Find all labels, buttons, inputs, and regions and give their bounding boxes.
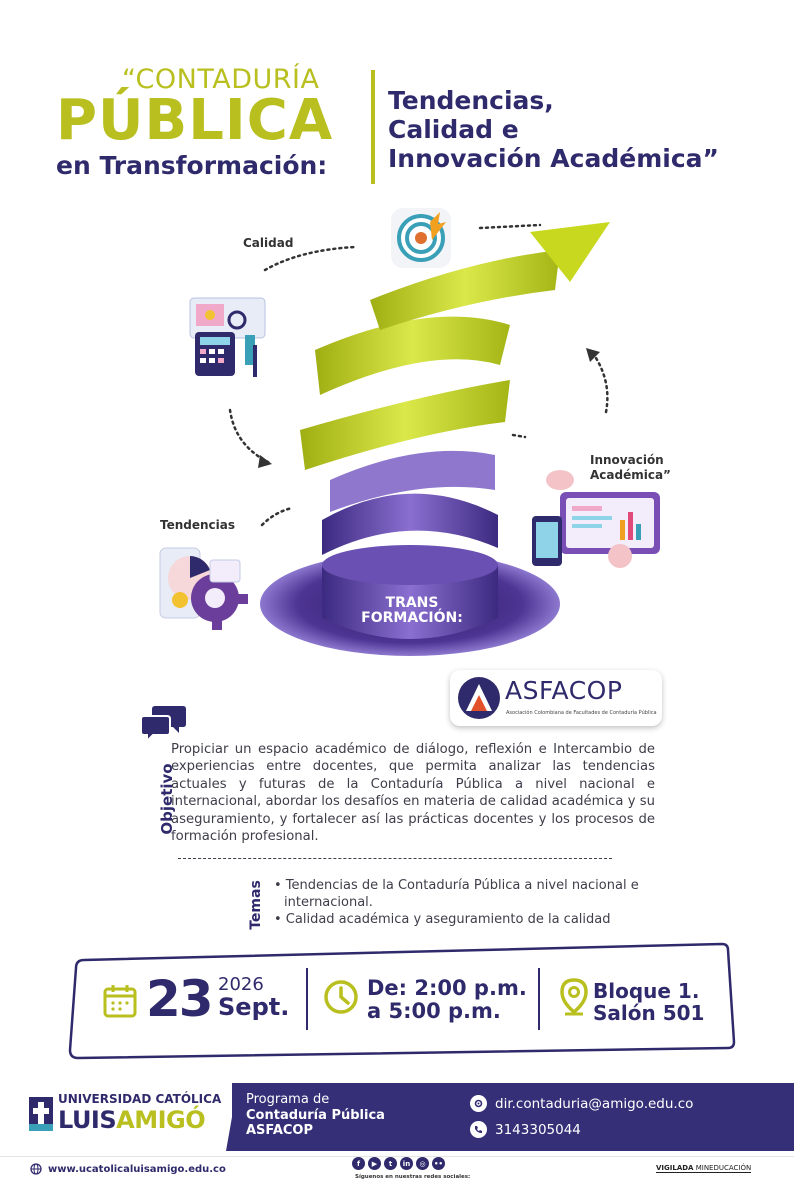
linkedin-icon[interactable]: in <box>400 1157 413 1170</box>
asfacop-logo-badge <box>450 670 662 726</box>
social-icons <box>352 1157 445 1170</box>
temas-label: Temas <box>248 880 264 930</box>
university-name-top: UNIVERSIDAD CATÓLICA <box>58 1092 222 1106</box>
university-name-luis: LUIS <box>58 1106 117 1134</box>
email-icon <box>470 1095 487 1112</box>
objetivo-label: Objetivo <box>158 763 176 835</box>
label-innovacion: Innovación Académica” <box>590 453 671 482</box>
title-line-3: en Transformación: <box>56 151 328 180</box>
phone-icon <box>470 1121 487 1138</box>
university-logo-icon <box>28 1096 54 1132</box>
label-tendencias: Tendencias <box>160 518 236 532</box>
title-divider <box>371 70 375 184</box>
social-caption: Síguenos en nuestras redes sociales: <box>355 1174 471 1180</box>
title-line-2: PÚBLICA <box>56 88 334 153</box>
website-link[interactable] <box>30 1163 226 1175</box>
program-line-3: ASFACOP <box>246 1123 313 1138</box>
list-item: • Tendencias de la Contaduría Pública a nivel nacional e internacional. <box>274 878 639 910</box>
vigilada-label <box>656 1164 751 1173</box>
website-text[interactable]: www.ucatolicaluisamigo.edu.co <box>48 1163 226 1175</box>
clock-icon <box>323 979 359 1015</box>
title-line-1: “CONTADURÍA <box>122 64 320 95</box>
asfacop-logo-icon <box>456 675 502 721</box>
target-icon <box>391 208 451 268</box>
asfacop-name: ASFACOP <box>505 676 623 705</box>
chart-dashboard-icon <box>532 470 660 568</box>
calculator-icon <box>190 298 265 377</box>
event-place: Bloque 1. Salón 501 <box>593 979 705 1025</box>
title-subtitle: Tendencias, Calidad e Innovación Académica” <box>388 86 719 173</box>
objetivo-text: Propiciar un espacio académico de diálogo, reflexión e Intercambio de experiencias entre docentes, que permita analizar las tendencias actuales y futuras de la Contaduría Pública a nivel nacional e internacional, abordar los desafíos en materia de calidad académica y su aseguramiento, y fortalecer así las prácticas docentes y los procesos de formación profesional. <box>171 742 655 845</box>
globe-icon <box>30 1163 42 1175</box>
location-pin-icon <box>559 978 589 1016</box>
flickr-icon[interactable]: •• <box>432 1157 445 1170</box>
gear-chart-icon <box>160 548 248 630</box>
university-name-bottom <box>58 1106 205 1134</box>
label-transformacion: TRANS FORMACIÓN: <box>361 595 463 626</box>
twitter-icon[interactable]: t <box>384 1157 397 1170</box>
email-text[interactable]: dir.contaduria@amigo.edu.co <box>495 1095 694 1112</box>
spiral-band-2 <box>315 317 510 395</box>
program-line-1: Programa de <box>246 1092 330 1107</box>
event-time: De: 2:00 p.m. a 5:00 p.m. <box>367 976 527 1023</box>
event-year: 2026 <box>218 974 264 995</box>
event-separator <box>538 968 540 1030</box>
label-calidad: Calidad <box>243 236 294 250</box>
vigilada-label-ministry: MINEDUCACIÓN <box>695 1164 752 1172</box>
chat-bubbles-icon <box>141 704 187 744</box>
section-divider <box>178 858 612 859</box>
instagram-icon[interactable]: ◎ <box>416 1157 429 1170</box>
contact-email[interactable] <box>470 1095 693 1112</box>
youtube-icon[interactable]: ▶ <box>368 1157 381 1170</box>
asfacop-full-name: Asociación Colombiana de Facultades de Contaduría Pública <box>506 710 657 716</box>
event-separator <box>306 968 308 1030</box>
program-line-2: Contaduría Pública <box>246 1108 385 1123</box>
list-item: • Calidad académica y aseguramiento de la calidad <box>274 912 611 927</box>
calendar-icon <box>103 984 137 1018</box>
temas-list <box>274 878 674 930</box>
vigilada-label-bold: VIGILADA <box>656 1164 694 1172</box>
university-name-amigo: AMIGÓ <box>116 1106 206 1134</box>
facebook-icon[interactable]: f <box>352 1157 365 1170</box>
contact-phone[interactable] <box>470 1121 581 1138</box>
phone-text[interactable]: 3143305044 <box>495 1121 581 1138</box>
event-day: 23 <box>146 970 212 1028</box>
event-month: Sept. <box>218 993 290 1021</box>
